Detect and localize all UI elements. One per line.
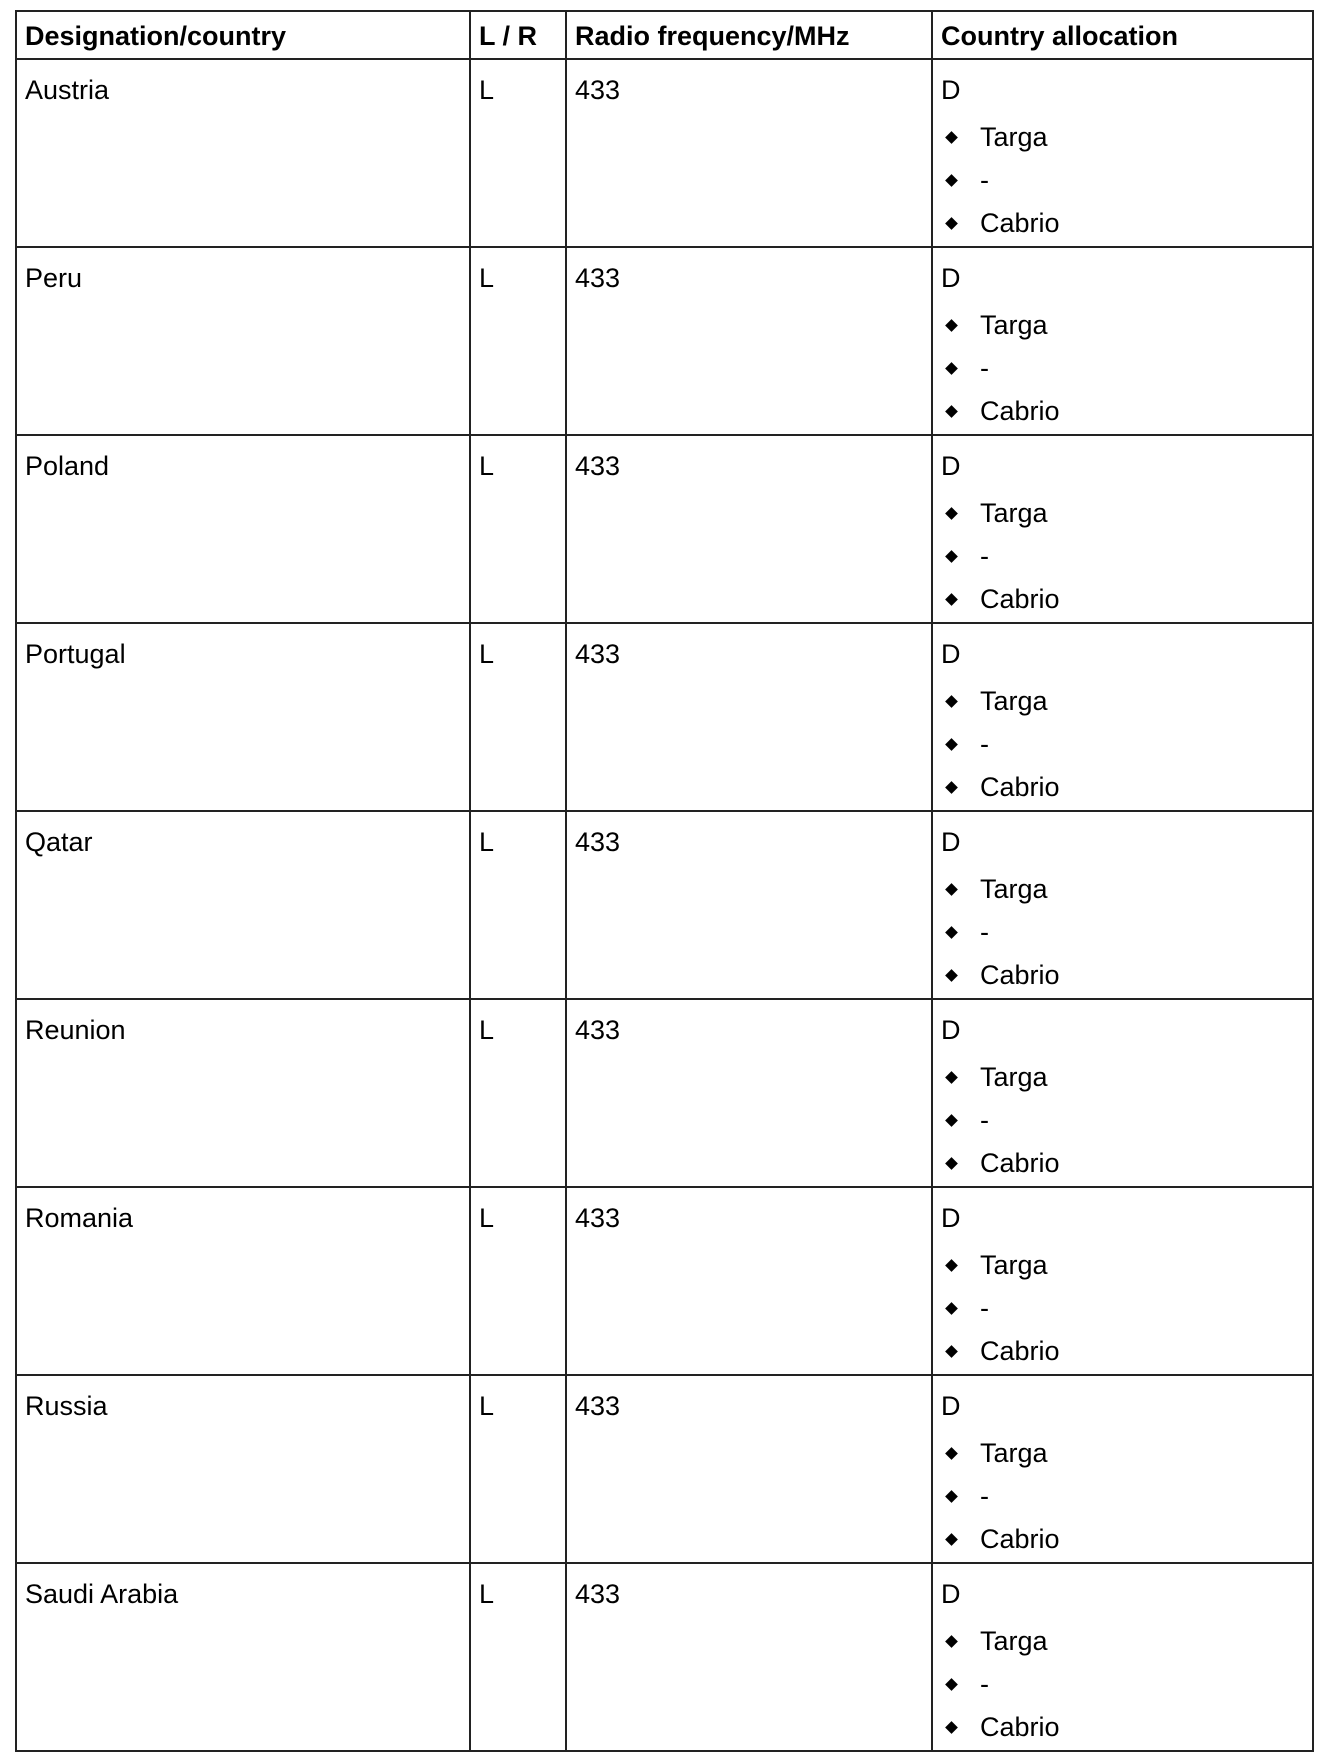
variant-list: [941, 116, 1304, 245]
variant-label: Cabrio: [980, 1524, 1060, 1554]
variant-label: Targa: [980, 874, 1048, 904]
frequency-value: 433: [575, 451, 621, 481]
lr-cell: [470, 1563, 566, 1751]
variant-label: -: [980, 1669, 989, 1699]
variant-label: Targa: [980, 686, 1048, 716]
variant-label: Cabrio: [980, 772, 1060, 802]
lr-value: L: [479, 827, 495, 857]
variant-label: Cabrio: [980, 396, 1060, 426]
variant-list: [941, 680, 1304, 809]
diamond-bullet-icon: [945, 362, 958, 375]
frequency-cell: [566, 59, 932, 247]
lr-value: L: [479, 75, 495, 105]
variant-list: [941, 492, 1304, 621]
country-name: Portugal: [25, 639, 126, 669]
variant-item: [941, 1475, 1304, 1518]
variant-label: Targa: [980, 1626, 1048, 1656]
diamond-bullet-icon: [945, 1114, 958, 1127]
variant-item: [941, 1706, 1304, 1749]
diamond-bullet-icon: [945, 1259, 958, 1272]
variant-item: [941, 304, 1304, 347]
country-cell: [16, 1375, 470, 1563]
country-cell: [16, 999, 470, 1187]
table-row: [16, 623, 1313, 811]
header-country: Designation/country: [16, 11, 470, 59]
diamond-bullet-icon: [945, 1721, 958, 1734]
lr-value: L: [479, 1203, 495, 1233]
table-row: [16, 1187, 1313, 1375]
table-row: [16, 247, 1313, 435]
frequency-cell: [566, 1563, 932, 1751]
variant-list: [941, 1432, 1304, 1561]
variant-item: [941, 954, 1304, 997]
diamond-bullet-icon: [945, 1157, 958, 1170]
frequency-cell: [566, 811, 932, 999]
variant-label: -: [980, 1293, 989, 1323]
lr-cell: [470, 59, 566, 247]
diamond-bullet-icon: [945, 1071, 958, 1084]
allocation-code: D: [941, 1015, 961, 1045]
variant-item: [941, 1518, 1304, 1561]
frequency-cell: [566, 623, 932, 811]
frequency-cell: [566, 1187, 932, 1375]
lr-cell: [470, 811, 566, 999]
allocation-cell: [932, 247, 1313, 435]
table-header: [16, 11, 1313, 59]
variant-item: [941, 159, 1304, 202]
lr-value: L: [479, 639, 495, 669]
diamond-bullet-icon: [945, 593, 958, 606]
variant-label: Targa: [980, 310, 1048, 340]
diamond-bullet-icon: [945, 781, 958, 794]
frequency-cell: [566, 1375, 932, 1563]
variant-item: [941, 766, 1304, 809]
country-cell: [16, 1563, 470, 1751]
variant-item: [941, 1099, 1304, 1142]
diamond-bullet-icon: [945, 174, 958, 187]
variant-label: Cabrio: [980, 1712, 1060, 1742]
diamond-bullet-icon: [945, 217, 958, 230]
lr-cell: [470, 1187, 566, 1375]
variant-label: Cabrio: [980, 960, 1060, 990]
variant-item: [941, 1663, 1304, 1706]
frequency-value: 433: [575, 827, 621, 857]
variant-item: [941, 723, 1304, 766]
allocation-code: D: [941, 639, 961, 669]
lr-value: L: [479, 263, 495, 293]
lr-value: L: [479, 451, 495, 481]
variant-item: [941, 1056, 1304, 1099]
variant-item: [941, 347, 1304, 390]
allocation-cell: [932, 59, 1313, 247]
variant-label: Targa: [980, 1062, 1048, 1092]
diamond-bullet-icon: [945, 926, 958, 939]
variant-list: [941, 1620, 1304, 1749]
variant-list: [941, 1056, 1304, 1185]
lr-cell: [470, 999, 566, 1187]
frequency-value: 433: [575, 75, 621, 105]
country-cell: [16, 811, 470, 999]
table-body: [16, 59, 1313, 1751]
table-row: [16, 59, 1313, 247]
diamond-bullet-icon: [945, 969, 958, 982]
variant-label: Targa: [980, 1438, 1048, 1468]
diamond-bullet-icon: [945, 1490, 958, 1503]
country-cell: [16, 1187, 470, 1375]
lr-cell: [470, 247, 566, 435]
diamond-bullet-icon: [945, 1447, 958, 1460]
variant-item: [941, 680, 1304, 723]
variant-item: [941, 535, 1304, 578]
variant-label: -: [980, 729, 989, 759]
allocation-cell: [932, 623, 1313, 811]
variant-item: [941, 1330, 1304, 1373]
frequency-value: 433: [575, 1015, 621, 1045]
table-row: [16, 1375, 1313, 1563]
variant-item: [941, 578, 1304, 621]
variant-item: [941, 868, 1304, 911]
country-name: Peru: [25, 263, 83, 293]
variant-label: -: [980, 165, 989, 195]
allocation-code: D: [941, 1391, 961, 1421]
frequency-cell: [566, 999, 932, 1187]
header-lr: L / R: [470, 11, 566, 59]
variant-item: [941, 202, 1304, 245]
variant-list: [941, 304, 1304, 433]
variant-label: Cabrio: [980, 208, 1060, 238]
diamond-bullet-icon: [945, 319, 958, 332]
country-name: Russia: [25, 1391, 108, 1421]
country-name: Reunion: [25, 1015, 126, 1045]
diamond-bullet-icon: [945, 550, 958, 563]
variant-label: Targa: [980, 1250, 1048, 1280]
allocation-cell: [932, 999, 1313, 1187]
country-name: Qatar: [25, 827, 93, 857]
variant-label: Cabrio: [980, 584, 1060, 614]
lr-cell: [470, 1375, 566, 1563]
diamond-bullet-icon: [945, 1345, 958, 1358]
lr-cell: [470, 435, 566, 623]
variant-item: [941, 492, 1304, 535]
variant-label: Targa: [980, 122, 1048, 152]
diamond-bullet-icon: [945, 695, 958, 708]
lr-value: L: [479, 1579, 495, 1609]
diamond-bullet-icon: [945, 131, 958, 144]
lr-cell: [470, 623, 566, 811]
variant-label: Cabrio: [980, 1148, 1060, 1178]
country-frequency-table: [15, 10, 1314, 1752]
diamond-bullet-icon: [945, 507, 958, 520]
allocation-cell: [932, 435, 1313, 623]
allocation-code: D: [941, 827, 961, 857]
diamond-bullet-icon: [945, 1678, 958, 1691]
variant-label: -: [980, 541, 989, 571]
country-name: Austria: [25, 75, 110, 105]
allocation-cell: [932, 1375, 1313, 1563]
variant-item: [941, 1620, 1304, 1663]
diamond-bullet-icon: [945, 883, 958, 896]
variant-list: [941, 1244, 1304, 1373]
header-allocation: Country allocation: [932, 11, 1313, 59]
frequency-value: 433: [575, 263, 621, 293]
frequency-cell: [566, 247, 932, 435]
diamond-bullet-icon: [945, 1533, 958, 1546]
lr-value: L: [479, 1015, 495, 1045]
variant-item: [941, 911, 1304, 954]
frequency-value: 433: [575, 1391, 621, 1421]
variant-item: [941, 1287, 1304, 1330]
allocation-code: D: [941, 75, 961, 105]
table-row: [16, 435, 1313, 623]
frequency-value: 433: [575, 639, 621, 669]
table-row: [16, 999, 1313, 1187]
allocation-cell: [932, 1187, 1313, 1375]
frequency-value: 433: [575, 1203, 621, 1233]
variant-label: -: [980, 1105, 989, 1135]
allocation-cell: [932, 1563, 1313, 1751]
country-cell: [16, 59, 470, 247]
diamond-bullet-icon: [945, 738, 958, 751]
country-name: Poland: [25, 451, 110, 481]
allocation-cell: [932, 811, 1313, 999]
allocation-code: D: [941, 451, 961, 481]
frequency-value: 433: [575, 1579, 621, 1609]
variant-label: -: [980, 353, 989, 383]
variant-label: Targa: [980, 498, 1048, 528]
table-row: [16, 1563, 1313, 1751]
variant-item: [941, 390, 1304, 433]
frequency-cell: [566, 435, 932, 623]
variant-item: [941, 1432, 1304, 1475]
allocation-code: D: [941, 1579, 961, 1609]
variant-item: [941, 1142, 1304, 1185]
variant-list: [941, 868, 1304, 997]
country-name: Saudi Arabia: [25, 1579, 179, 1609]
allocation-code: D: [941, 1203, 961, 1233]
lr-value: L: [479, 1391, 495, 1421]
variant-label: -: [980, 917, 989, 947]
country-cell: [16, 623, 470, 811]
header-frequency: Radio frequency/MHz: [566, 11, 932, 59]
variant-item: [941, 1244, 1304, 1287]
diamond-bullet-icon: [945, 405, 958, 418]
country-name: Romania: [25, 1203, 134, 1233]
country-cell: [16, 247, 470, 435]
allocation-code: D: [941, 263, 961, 293]
table-row: [16, 811, 1313, 999]
country-cell: [16, 435, 470, 623]
variant-label: -: [980, 1481, 989, 1511]
variant-label: Cabrio: [980, 1336, 1060, 1366]
diamond-bullet-icon: [945, 1635, 958, 1648]
header-row: [16, 11, 1313, 59]
variant-item: [941, 116, 1304, 159]
diamond-bullet-icon: [945, 1302, 958, 1315]
